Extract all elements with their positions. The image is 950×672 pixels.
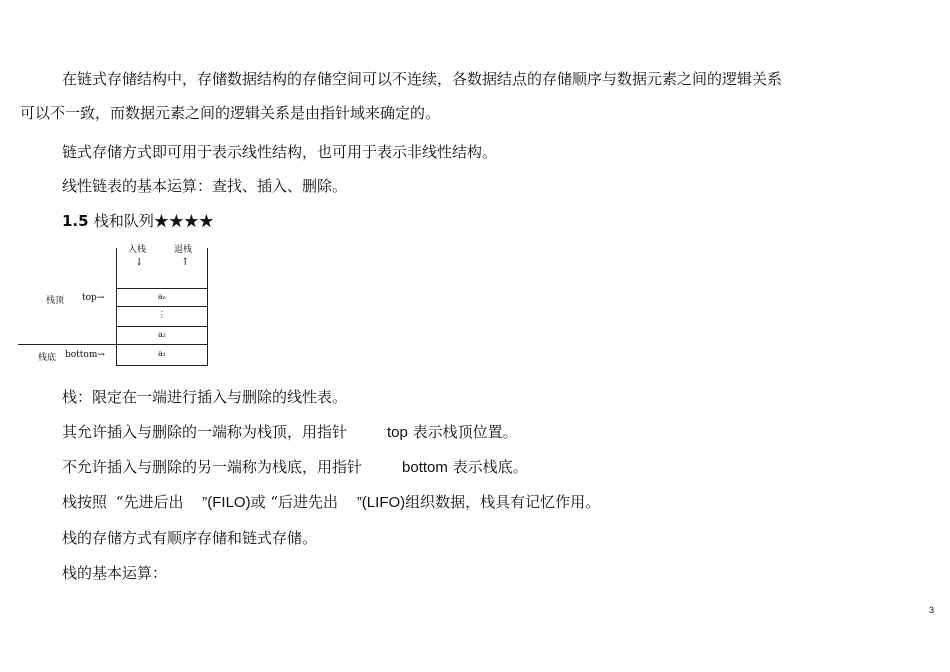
paragraph-line: 栈：限定在一端进行插入与删除的线性表。: [62, 388, 348, 406]
text-segment: ”(LIFO)组织数据，栈具有记忆作用。: [356, 494, 601, 511]
bottom-pointer: bottom→: [65, 350, 105, 360]
text-segment: 其允许插入与删除的一端称为栈顶，用指针: [62, 423, 348, 441]
top-pointer: top→: [82, 293, 105, 303]
paragraph-line: 在链式存储结构中，存储数据结构的存储空间可以不连续，各数据结点的存储顺序与数据元素之间的逻辑关系: [62, 70, 783, 88]
paragraph-line: 栈的基本运算：: [62, 564, 168, 582]
paragraph-line: [62, 457, 528, 478]
text-segment: 栈按照: [62, 493, 108, 511]
text-segment: 不允许插入与删除的另一端称为栈底，用指针: [62, 458, 363, 476]
cell-label: a₁: [158, 349, 166, 358]
paragraph-line: 栈的存储方式有顺序存储和链式存储。: [62, 529, 318, 547]
baseline: [18, 344, 116, 345]
paragraph-line: [62, 422, 518, 443]
pop-arrow-icon: ↑: [181, 257, 190, 268]
section-title: 栈和队列★★★★: [93, 212, 214, 230]
cell-label: ⋮: [158, 310, 166, 319]
push-arrow-icon: ↓: [135, 257, 144, 268]
stack-diagram: [18, 238, 218, 373]
pop-label: 退栈: [174, 245, 193, 255]
section-number: 1.5: [62, 212, 89, 230]
bottom-label: 栈底: [38, 353, 57, 363]
text-segment: 表示栈底。: [452, 458, 528, 476]
page-number: 3: [928, 605, 934, 615]
text-segment: bottom: [402, 459, 448, 476]
paragraph-line: 链式存储方式即可用于表示线性结构，也可用于表示非线性结构。: [62, 143, 498, 161]
cell-label: aₙ: [157, 292, 167, 301]
text-segment: ”(FILO)或: [202, 494, 266, 511]
text-segment: “先进后出: [115, 493, 184, 511]
text-segment: “后进先出: [270, 493, 339, 511]
section-heading: [62, 211, 214, 231]
cell-label: a₂: [158, 330, 166, 339]
text-segment: 表示栈顶位置。: [412, 423, 518, 441]
paragraph-line: 可以不一致，而数据元素之间的逻辑关系是由指针域来确定的。: [20, 104, 441, 122]
text-segment: top: [387, 424, 408, 441]
paragraph-line: 线性链表的基本运算：查找、插入、删除。: [62, 177, 348, 195]
push-label: 入栈: [128, 245, 147, 255]
paragraph-line: [62, 492, 600, 513]
top-label: 栈顶: [46, 296, 65, 306]
